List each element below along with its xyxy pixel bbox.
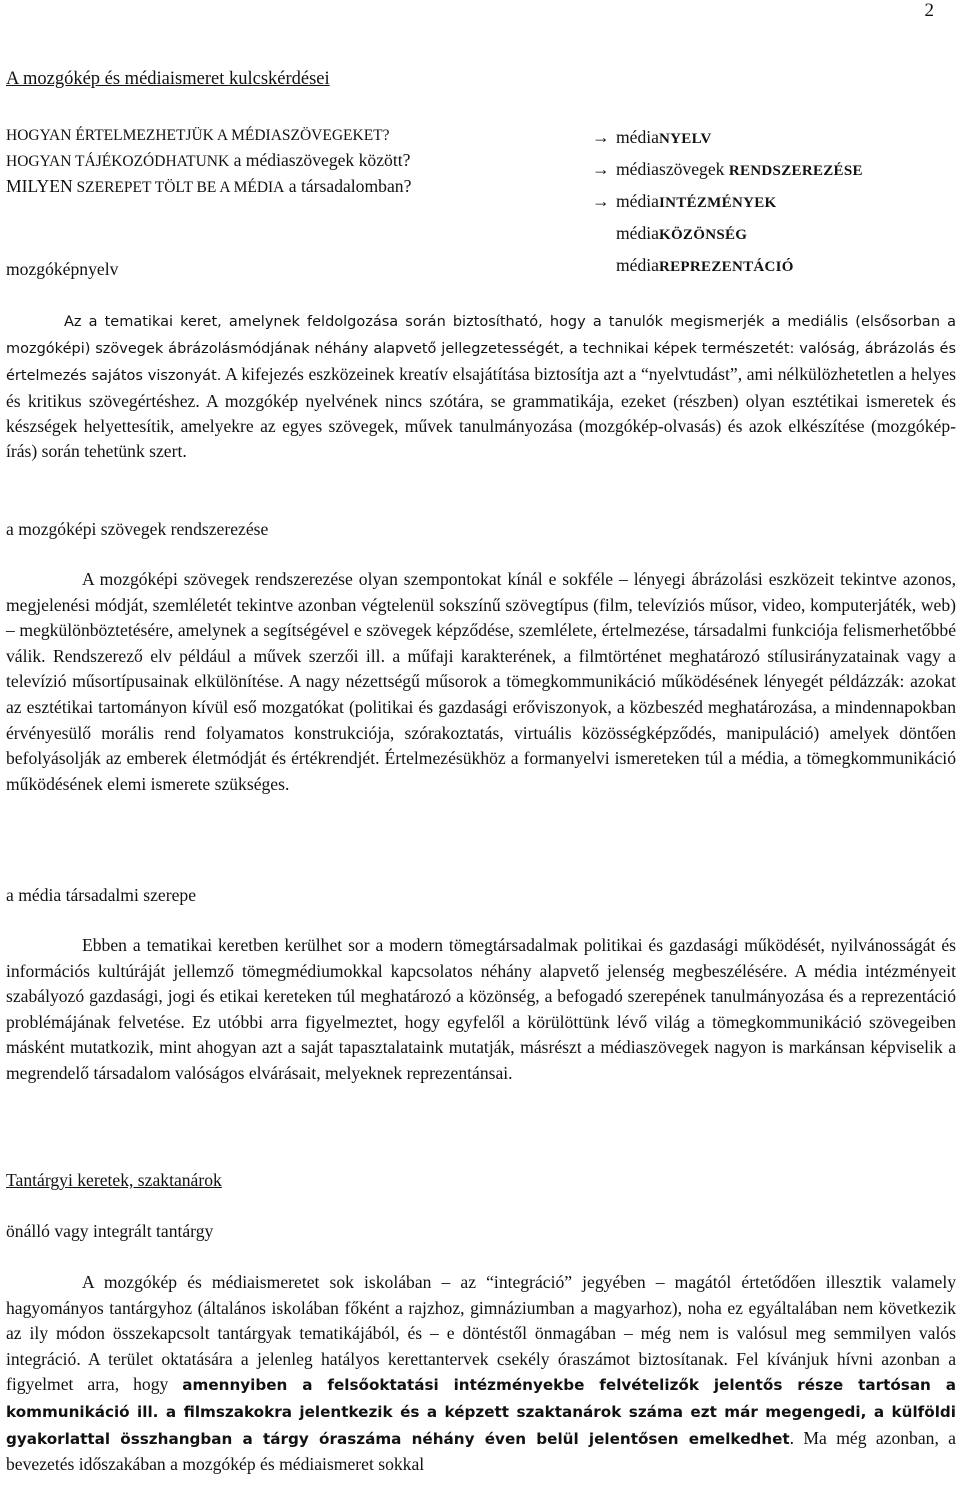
paragraph-mozgokepnyelv: Az a tematikai keret, amelynek feldolgozása során biztosítható, hogy a tanulók megismerjék a mediális (elsősorban a mozgóképi) szövegek ábrázolásmódjának néhány alapvető jellegzetességét, a technikai képek természetét: valóság, ábrázolás és értelmezés sajátos viszonyát. A kifejezés eszközeinek kreatív elsajátítása biztosítja azt a “nyelvtudást”, ami nélkülözhetetlen a helyes és kritikus szövegértéshez. A mozgókép nyelvének nincs szótára, se grammatikája, ezeket (részben) olyan esztétikai ismeretek és készségek helyettesítik, amelyekre az egyes szövegek, művek tanulmányozása (mozgókép-olvasás) és azok elkészítése (mozgókép-írás) során tehetünk szert. bbox=[6, 314, 956, 461]
topic-area-rendszerezes: → médiaszövegek RENDSZEREZÉSE bbox=[592, 154, 960, 186]
topic-area-kozonseg: médiaKÖZÖNSÉG bbox=[616, 223, 748, 243]
question-1: HOGYAN ÉRTELMEZHETJÜK A MÉDIASZÖVEGEKET? bbox=[6, 127, 390, 144]
question-3: MILYEN SZEREPET TÖLT BE A MÉDIA a társadalomban? bbox=[6, 176, 412, 196]
paragraph-tantargy: A mozgókép és médiaismeretet sok iskolában – az “integráció” jegyében – magától értetődően illesztik valamely hagyományos tantárgyhoz (általános iskolában főként a rajzhoz, gimnáziumban a magyarhoz), noha ez egyáltalában nem következik az ily módon összekapcsolt tantárgyak tematikájából, és – e döntéstől önmagában – még nem is valósul meg semmilyen valós integráció. A terület oktatására a jelenleg hatályos kerettantervek csekély óraszámot biztosítanak. Fel kívánjuk hívni azonban a figyelmet arra, hogy amennyiben a felsőoktatási intézményekbe felvételizők jelentős része tartósan a kommunikáció ill. a filmszakokra jelentkezik és a képzett szaktanárok száma ezt már megengedi, a külföldi gyakorlattal összhangban a tárgy óraszáma néhány éven belül jelentősen emelkedhet. Ma még azonban, a bevezetés időszakában a mozgókép és médiaismeret sokkal bbox=[6, 1272, 956, 1475]
right-arrow-icon: → bbox=[592, 159, 610, 179]
right-arrow-icon: → bbox=[592, 127, 610, 147]
topic-area-reprezentacio: médiaREPREZENTÁCIÓ bbox=[616, 255, 794, 275]
subheading-tarsadalmi-szerep: a média társadalmi szerepe bbox=[6, 885, 197, 905]
subheading-rendszerezes: a mozgóképi szövegek rendszerezése bbox=[6, 519, 269, 539]
subheading-mozgokepnyelv: mozgóképnyelv bbox=[6, 259, 119, 279]
topic-areas bbox=[592, 122, 960, 282]
right-arrow-icon: → bbox=[592, 191, 610, 211]
paragraph-tarsadalmi-szerep: Ebben a tematikai keretben kerülhet sor a modern tömegtársadalmak politikai és gazdasági működését, nyilvánosságát és információs kultúráját jellemző tömegmédiumokkal kapcsolatos néhány alapvető jelenség megbeszélésére. A média intézményeit szabályozó gazdasági, jogi és etikai kereteken túl meghatározó a közönség, a befogadó szerepének tanulmányozása és a reprezentáció problémájának felvetése. Ez utóbbi arra figyelmeztet, hogy egyfelől a körülöttünk lévő világ a tömegkommunikáció szövegeiben másként mutatkozik, mint ahogyan azt a saját tapasztalataink mutatják, másrészt a médiaszövegek nagyon is markánsan képviselik a megrendelő társadalom valóságos elvárásait, melyeknek reprezentánsai. bbox=[6, 935, 956, 1083]
paragraph-rendszerezes: A mozgóképi szövegek rendszerezése olyan szempontokat kínál e sokféle – lényegi ábrázolási eszközeit tekintve azonos, megjelenési módját, szemléletét tekintve azonban végtelenül sokszínű szövegtípus (film, televíziós műsor, video, komputerjáték, web) – megkülönböztetésére, amelynek a segítségével e szövegek képződése, szemlélete, értelmezése, társadalmi funkciója felismerhetőbbé válik. Rendszerező elv például a művek szerzői ill. a műfaji karakterének, a filmtörténet meghatározó stílusirányzatainak vagy a televízió műsortípusainak elkülönítése. A nagy nézettségű műsorok a tömegkommunikáció működésének lényegét példázzák: azokat az esztétikai tartományon kívül eső mozgatókat (politikai és gazdasági erőviszonyok, a közbeszéd meghatározása, a mindennapokban érvényesülő morális rend folyamatos konstrukciója, szórakoztatás, virtuális közösségképződés, manipuláció) amelyek döntően befolyásolják az emberek életmódját és értékrendjét. Értelmezésükhöz a formanyelvi ismereteken túl a média, a tömegkommunikáció működésének elemi ismerete szükséges. bbox=[6, 569, 956, 794]
key-questions bbox=[6, 122, 566, 200]
topic-area-intezmenyek: → médiaINTÉZMÉNYEK bbox=[592, 186, 960, 218]
section-heading: Tantárgyi keretek, szaktanárok bbox=[6, 1170, 222, 1190]
subheading-tantargy: önálló vagy integrált tantárgy bbox=[6, 1221, 214, 1241]
page-title: A mozgókép és médiaismeret kulcskérdései bbox=[6, 69, 330, 89]
page-number: 2 bbox=[924, 0, 934, 21]
topic-area-nyelv: → médiaNYELV bbox=[592, 122, 960, 154]
question-2: HOGYAN TÁJÉKOZÓDHATUNK a médiaszövegek között? bbox=[6, 150, 411, 170]
